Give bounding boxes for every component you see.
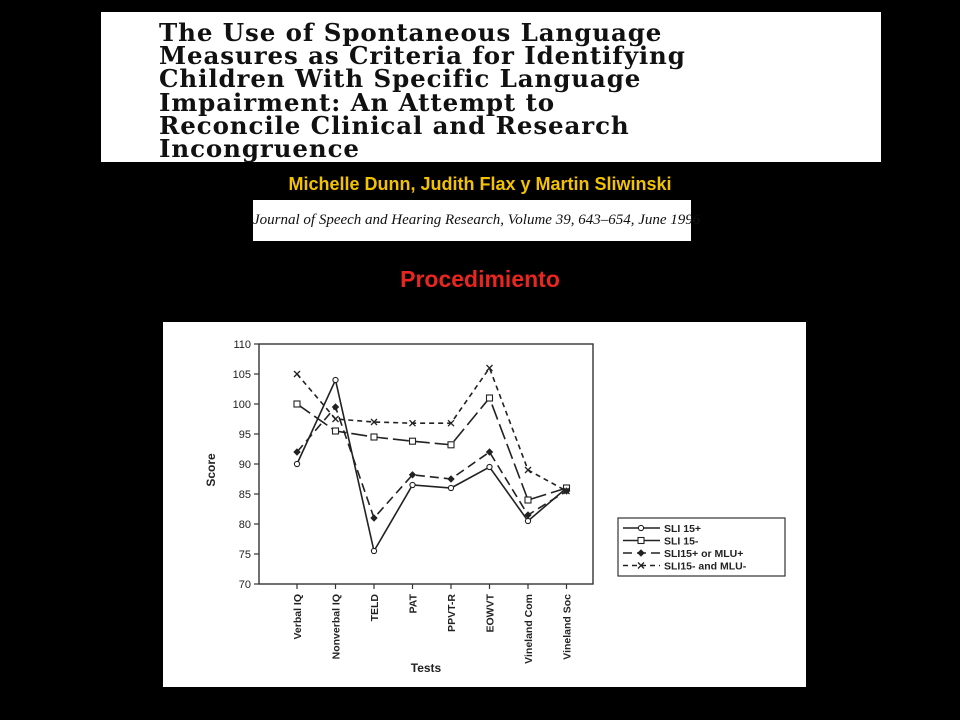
legend-marker [638, 525, 643, 530]
y-tick-label: 100 [232, 399, 251, 411]
authors-line: Michelle Dunn, Judith Flax y Martin Sliwinski [288, 174, 672, 194]
line-chart [163, 322, 806, 687]
x-tick-label: PPVT-R [446, 594, 458, 632]
x-axis-label: Tests [410, 661, 442, 675]
legend-label: SLI15- and MLU- [664, 560, 747, 573]
chart-legend [618, 518, 785, 576]
x-tick-label: Nonverbal IQ [330, 594, 343, 660]
journal-citation: Journal of Speech and Hearing Research, Volume 39, 643–654, June 1996 [253, 212, 701, 228]
paper-title-image [101, 12, 881, 162]
data-point [448, 442, 454, 448]
y-tick-label: 75 [238, 549, 251, 561]
data-point [525, 467, 531, 473]
data-point [525, 497, 531, 503]
data-point [294, 401, 300, 407]
paper-title-line: Reconcile Clinical and Research [159, 110, 630, 140]
paper-title-line: The Use of Spontaneous Language [159, 18, 663, 47]
data-point [410, 482, 415, 487]
data-point [333, 428, 339, 434]
y-axis-label: Score [204, 453, 218, 487]
y-tick-label: 95 [238, 429, 251, 441]
paper-title-line: Measures as Criteria for Identifying [159, 41, 686, 71]
data-point [448, 476, 454, 482]
x-tick-label: PAT [407, 594, 420, 614]
x-tick-label: EOWVT [484, 594, 497, 633]
x-tick-label: Verbal IQ [292, 594, 304, 640]
data-point [294, 461, 299, 466]
journal-citation-image [253, 200, 701, 241]
data-point [410, 438, 416, 444]
legend-label: SLI 15- [664, 535, 699, 548]
series-line [297, 398, 567, 500]
chart-figure [163, 322, 806, 687]
section-title: Procedimiento [400, 266, 560, 292]
x-tick-label: TELD [369, 594, 381, 622]
plot-frame [259, 344, 593, 584]
data-point [487, 395, 493, 401]
paper-title-line: Impairment: An Attempt to [159, 87, 556, 117]
data-point [448, 485, 453, 490]
y-tick-label: 105 [232, 369, 251, 381]
y-tick-label: 90 [238, 459, 251, 471]
data-point [371, 548, 376, 553]
legend-label: SLI15+ or MLU+ [664, 548, 744, 560]
y-tick-label: 85 [238, 489, 251, 501]
x-tick-label: Vineland Soc [561, 594, 574, 660]
legend-label: SLI 15+ [664, 523, 702, 535]
paper-title-line: Incongruence [159, 134, 360, 164]
data-point [294, 371, 300, 377]
y-tick-label: 70 [238, 579, 251, 591]
paper-title-line: Children With Specific Language [159, 64, 642, 94]
y-tick-label: 80 [238, 519, 251, 531]
legend-marker [638, 538, 644, 544]
y-tick-label: 110 [233, 339, 251, 351]
data-point [333, 416, 339, 422]
x-tick-label: Vineland Com [523, 594, 535, 664]
data-point [487, 464, 492, 469]
data-point [525, 518, 530, 523]
data-point [333, 377, 338, 382]
data-point [371, 515, 377, 521]
data-point [371, 434, 377, 440]
